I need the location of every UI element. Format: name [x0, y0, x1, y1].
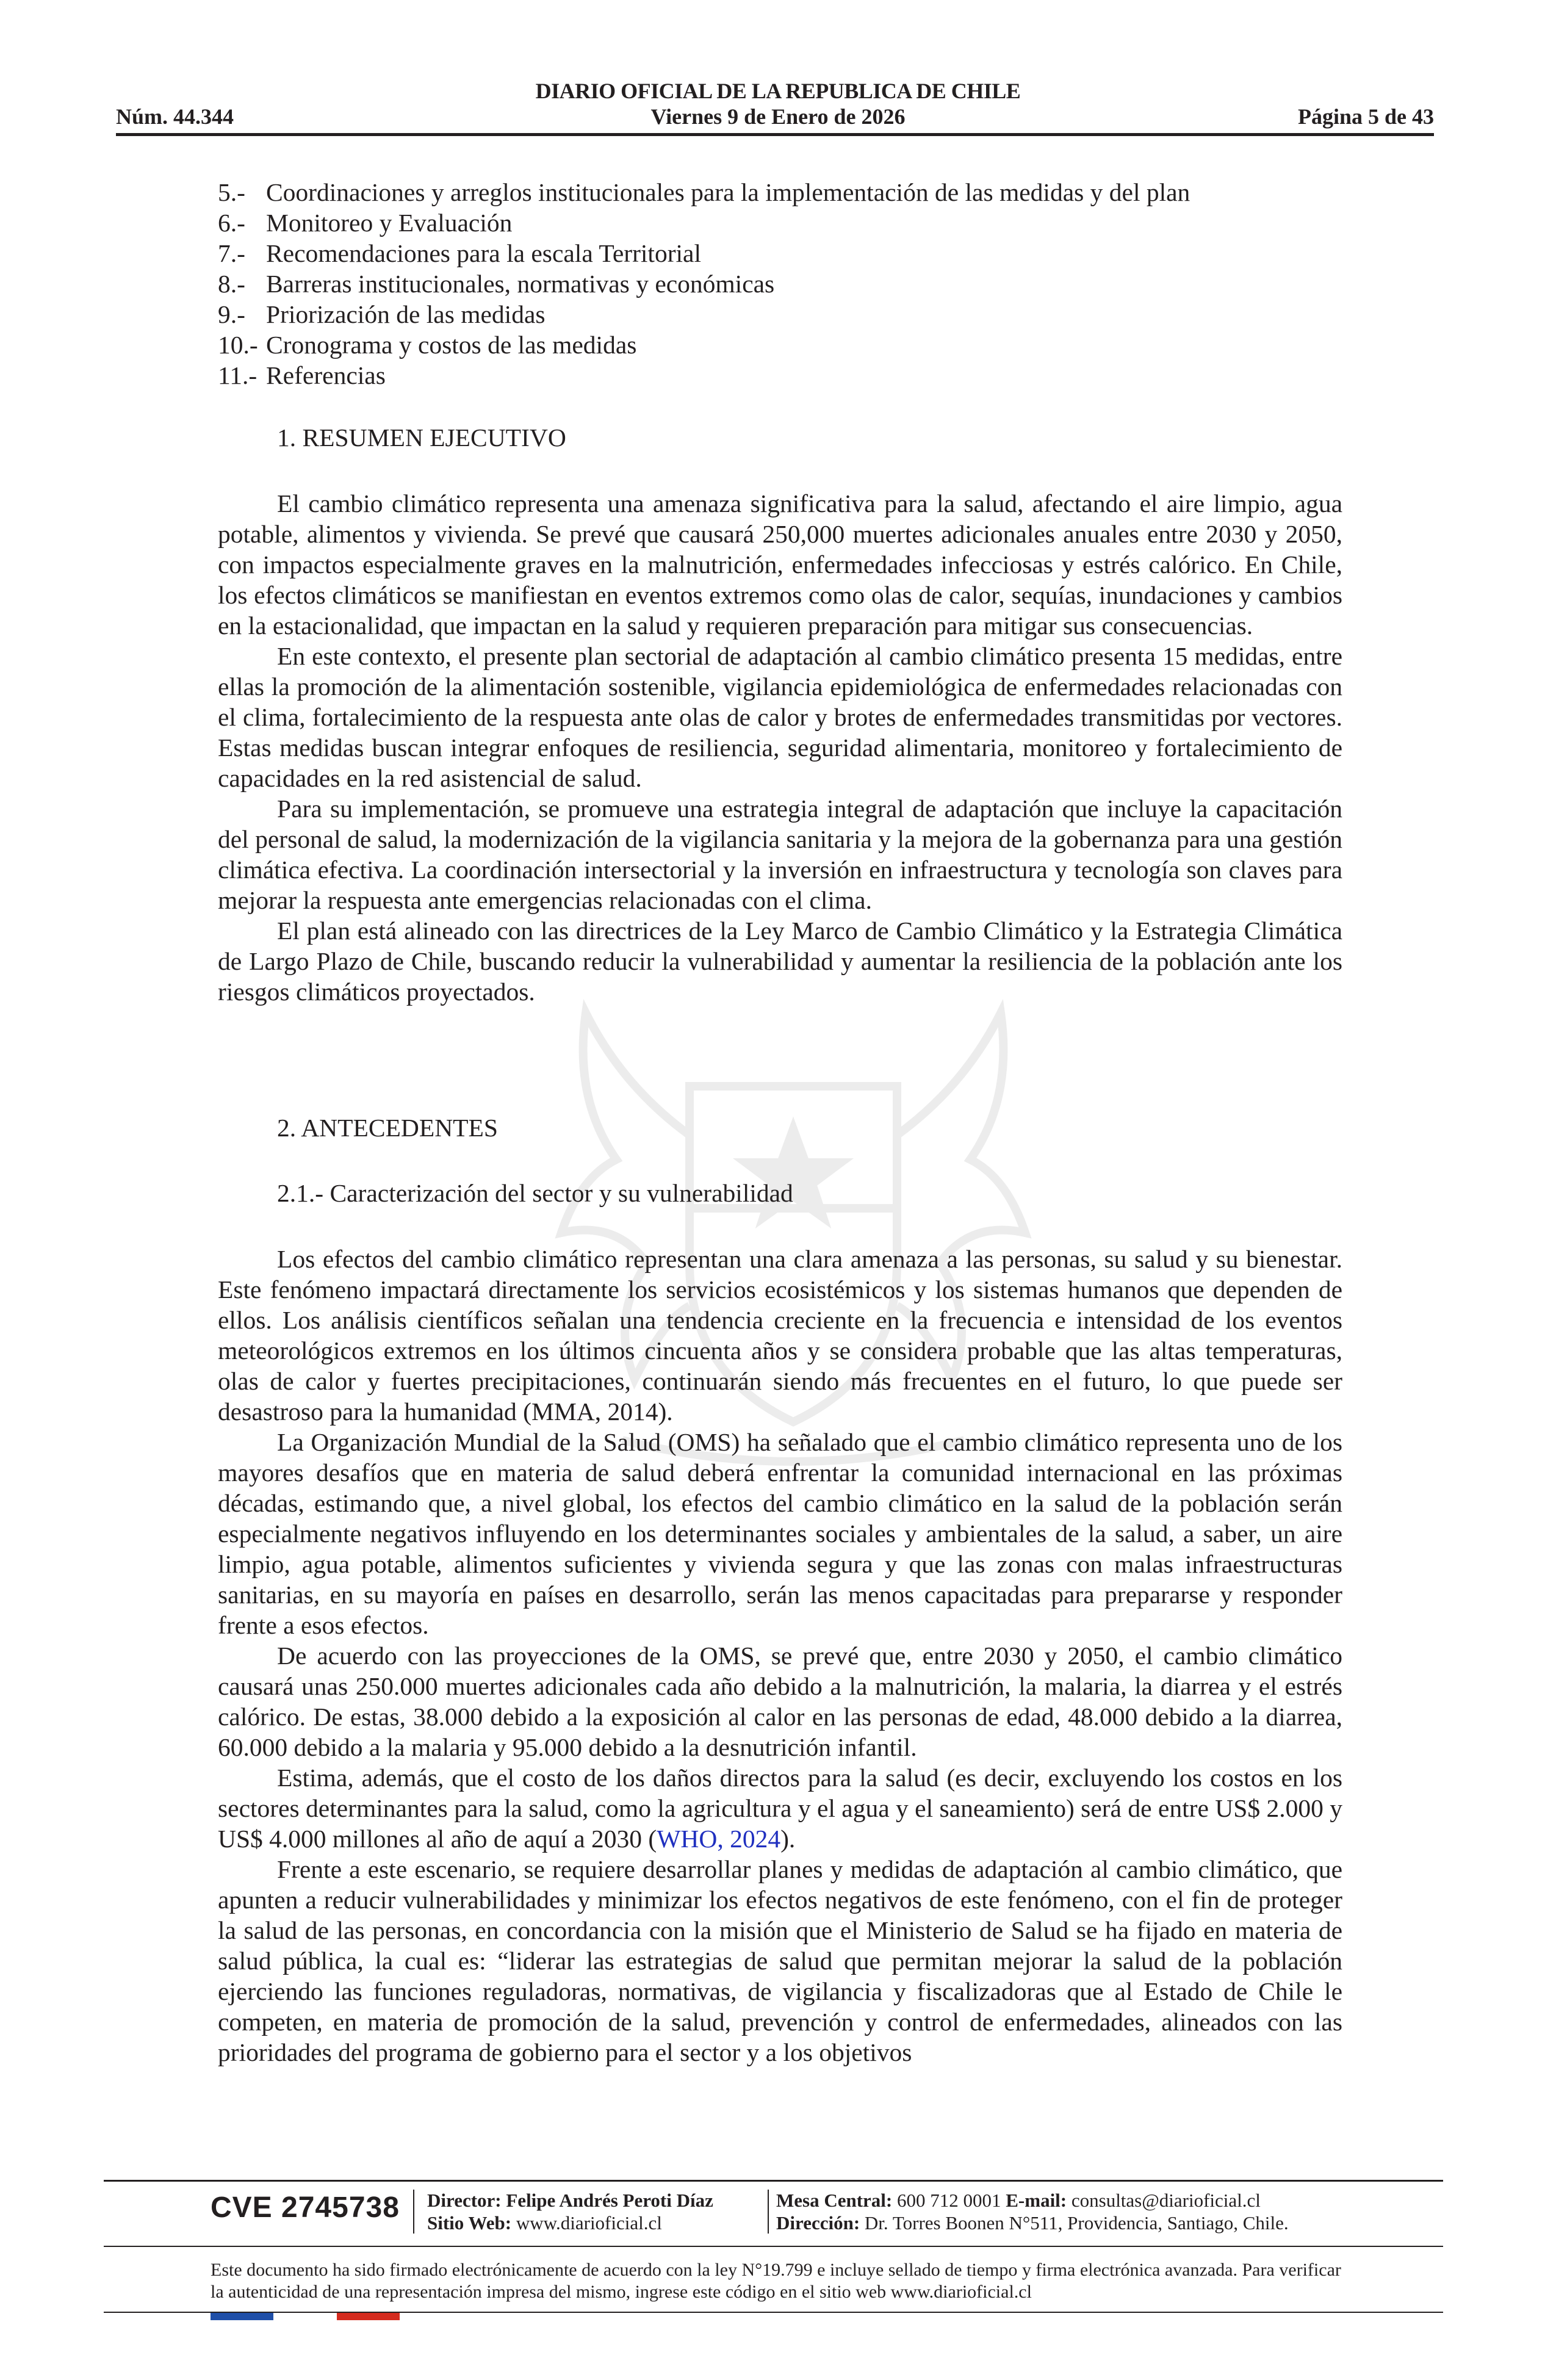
paragraph: El plan está alineado con las directrices de la Ley Marco de Cambio Climático y la Estrategia Climática de Largo Plazo de Chile, buscando reducir la vulnerabilidad y aumentar la resiliencia de la población ante los riesgos climáticos proyectados.: [218, 917, 1342, 1006]
toc-text: Cronograma y costos de las medidas: [266, 331, 637, 359]
paragraph: Para su implementación, se promueve una estrategia integral de adaptación que incluye la capacitación del personal de salud, la modernización de la vigilancia sanitaria y la mejora de la gobernanza para una gestión climática efectiva. La coordinación intersectorial y la inversión en infraestructura y tecnología son claves para mejorar la respuesta ante emergencias relacionadas con el clima.: [218, 795, 1342, 914]
toc-text: Referencias: [266, 361, 386, 389]
paragraph: La Organización Mundial de la Salud (OMS) ha señalado que el cambio climático representa uno de los mayores desafíos que en materia de salud deberá enfrentar la comunidad internacional en las próximas décadas, estimando que, a nivel global, los efectos del cambio climático en la salud de la población serán especialmente negativos influyendo en los determinantes sociales y ambientales de la salud, a saber, un aire limpio, agua potable, alimentos suficientes y vivienda segura y que las zonas con malas infraestructuras sanitarias, en su mayoría en países en desarrollo, serán las menos capacitadas para prepararse y responder frente a esos efectos.: [218, 1428, 1342, 1639]
toc-text: Monitoreo y Evaluación: [266, 209, 513, 237]
section-heading-antecedentes: 2. ANTECEDENTES: [277, 1114, 498, 1142]
toc-text: Barreras institucionales, normativas y económicas: [266, 270, 775, 298]
footer-website: [427, 2212, 662, 2234]
website-link[interactable]: www.diarioficial.cl: [516, 2212, 662, 2234]
issue-date: Viernes 9 de Enero de 2026: [650, 104, 906, 129]
section-antecedentes-body: [218, 1244, 1342, 2068]
issue-number: Núm. 44.344: [116, 104, 234, 129]
footer-director: [427, 2190, 713, 2212]
paragraph: El cambio climático representa una amenaza significativa para la salud, afectando el aire limpio, agua potable, alimentos y vivienda. Se prevé que causará 250,000 muertes adicionales anuales entre 2030 y 2050, con impactos especialmente graves en la malnutrición, enfermedades infecciosas y estrés calórico. En Chile, los efectos climáticos se manifiestan en eventos extremos como olas de calor, sequías, inundaciones y cambios en la estacionalidad, que impactan en la salud y requieren preparación para mitigar sus consecuencias.: [218, 489, 1342, 640]
toc-number: 6.-: [218, 209, 245, 237]
address-value: Dr. Torres Boonen N°511, Providencia, Santiago, Chile.: [864, 2212, 1289, 2234]
footer-address: [776, 2212, 1289, 2234]
publication-title: DIARIO OFICIAL DE LA REPUBLICA DE CHILE: [535, 79, 1021, 103]
paragraph-text: ).: [780, 1825, 796, 1853]
paragraph: Frente a este escenario, se requiere desarrollar planes y medidas de adaptación al cambio climático, que apunten a reducir vulnerabilidades y minimizar los efectos negativos de este fenómeno, con el fin de proteger la salud de las personas, en concordancia con la misión que el Ministerio de Salud se ha fijado en materia de salud pública, la cual es: “liderar las estrategias de salud que permitan mejorar la salud de la población ejerciendo las funciones reguladoras, normativas, de vigilancia y fiscalizadoras que al Estado de Chile le competen, en materia de promoción de la salud, prevención y control de enfermedades, alineados con las prioridades del programa de gobierno para el sector y a los objetivos: [218, 1855, 1342, 2066]
header-divider: [116, 133, 1434, 136]
toc-number: 11.-: [218, 361, 258, 389]
subsection-heading: 2.1.- Caracterización del sector y su vulnerabilidad: [277, 1179, 793, 1207]
toc-number: 7.-: [218, 239, 245, 267]
toc-number: 8.-: [218, 270, 245, 298]
toc-number: 10.-: [218, 331, 258, 359]
flag-red-segment: [337, 2313, 400, 2320]
paragraph: De acuerdo con las proyecciones de la OMS, se prevé que, entre 2030 y 2050, el cambio climático causará unas 250.000 muertes adicionales cada año debido a la malnutrición, la malaria, la diarrea y el estrés calórico. De estas, 38.000 debido a la exposición al calor en las personas de edad, 48.000 debido a la diarrea, 60.000 debido a la malaria y 95.000 debido a la desnutrición infantil.: [218, 1642, 1342, 1761]
flag-white-segment: [273, 2313, 336, 2320]
address-label: Dirección:: [776, 2212, 860, 2234]
website-label: Sitio Web:: [427, 2212, 512, 2234]
footer-divider: [104, 2180, 1443, 2182]
toc-number: 9.-: [218, 300, 245, 328]
who-citation-link[interactable]: WHO, 2024: [657, 1825, 781, 1853]
paragraph: Los efectos del cambio climático representan una clara amenaza a las personas, su salud y su bienestar. Este fenómeno impactará directamente los servicios ecosistémicos y los sistemas humanos que dependen de ellos. Los análisis científicos señalan una tendencia creciente en la frecuencia e intensidad de los eventos meteorológicos extremos en los últimos cincuenta años y se considera probable que las altas temperaturas, olas de calor y fuertes precipitaciones, continuarán siendo más frecuentes en el futuro, lo que puede ser desastroso para la humanidad (MMA, 2014).: [218, 1245, 1342, 1426]
footer-separator: [768, 2190, 769, 2234]
toc-item: [218, 299, 1377, 330]
flag-stripe: [211, 2313, 400, 2320]
footer-contact: [776, 2190, 1261, 2212]
page-indicator: Página 5 de 43: [1297, 104, 1434, 129]
phone-number: 600 712 0001: [897, 2190, 1001, 2211]
toc-item: [218, 360, 1377, 391]
paragraph: [218, 1762, 1342, 1854]
section-resumen-body: [218, 488, 1342, 1007]
footer-separator: [413, 2190, 414, 2234]
director-name: Felipe Andrés Peroti Díaz: [506, 2190, 713, 2211]
toc-text: Priorización de las medidas: [266, 300, 546, 328]
email-label: E-mail:: [1006, 2190, 1067, 2211]
phone-label: Mesa Central:: [776, 2190, 893, 2211]
director-label: Director:: [427, 2190, 502, 2211]
cve-code: CVE 2745738: [211, 2191, 400, 2224]
table-of-contents: [218, 177, 1377, 391]
toc-number: 5.-: [218, 178, 245, 206]
toc-item: [218, 269, 1377, 299]
toc-item: [218, 177, 1377, 207]
toc-text: Coordinaciones y arreglos institucionales para la implementación de las medidas y del plan: [266, 178, 1190, 206]
email-link[interactable]: consultas@diarioficial.cl: [1071, 2190, 1261, 2211]
footer-divider: [104, 2246, 1443, 2247]
toc-item: [218, 207, 1377, 238]
paragraph: En este contexto, el presente plan sectorial de adaptación al cambio climático presenta 15 medidas, entre ellas la promoción de la alimentación sostenible, vigilancia epidemiológica de enfermedades relacionadas con el clima, fortalecimiento de la respuesta ante olas de calor y brotes de enfermedades transmitidas por vectores. Estas medidas buscan integrar enfoques de resiliencia, seguridad alimentaria, monitoreo y fortalecimiento de capacidades en la red asistencial de salud.: [218, 642, 1342, 792]
section-heading-resumen: 1. RESUMEN EJECUTIVO: [277, 424, 566, 452]
toc-item: [218, 238, 1377, 269]
paragraph-text: Estima, además, que el costo de los daños directos para la salud (es decir, excluyendo los costos en los sectores determinantes para la salud, como la agricultura y el agua y el saneamiento) será de entre US$ 2.000 y US$ 4.000 millones al año de aquí a 2030 (: [218, 1764, 1342, 1853]
toc-item: [218, 330, 1377, 360]
legal-notice: Este documento ha sido firmado electrónicamente de acuerdo con la ley N°19.799 e incluye sellado de tiempo y firma electrónica avanzada. Para verificar la autenticidad de una representación impresa del mismo, ingrese este código en el sitio web www.diarioficial.cl: [211, 2260, 1341, 2302]
flag-blue-segment: [211, 2313, 273, 2320]
toc-text: Recomendaciones para la escala Territorial: [266, 239, 701, 267]
